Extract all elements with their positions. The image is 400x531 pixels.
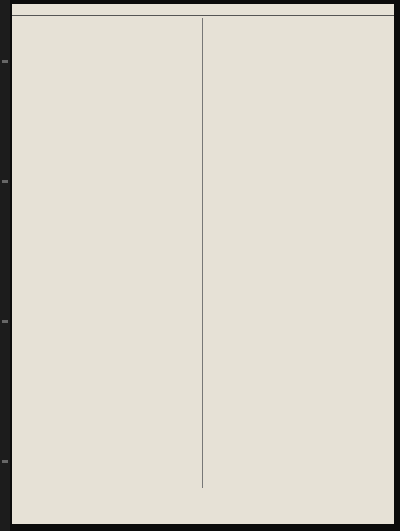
page-header bbox=[12, 4, 394, 16]
column-divider bbox=[202, 18, 203, 488]
directory-page bbox=[12, 4, 394, 524]
right-column bbox=[208, 18, 388, 488]
binding-mark bbox=[2, 460, 8, 463]
left-column bbox=[18, 18, 198, 488]
binding-mark bbox=[2, 320, 8, 323]
binding-mark bbox=[2, 180, 8, 183]
header-rule bbox=[12, 15, 394, 16]
binding-mark bbox=[2, 60, 8, 63]
scan-edge-strip bbox=[0, 0, 10, 531]
